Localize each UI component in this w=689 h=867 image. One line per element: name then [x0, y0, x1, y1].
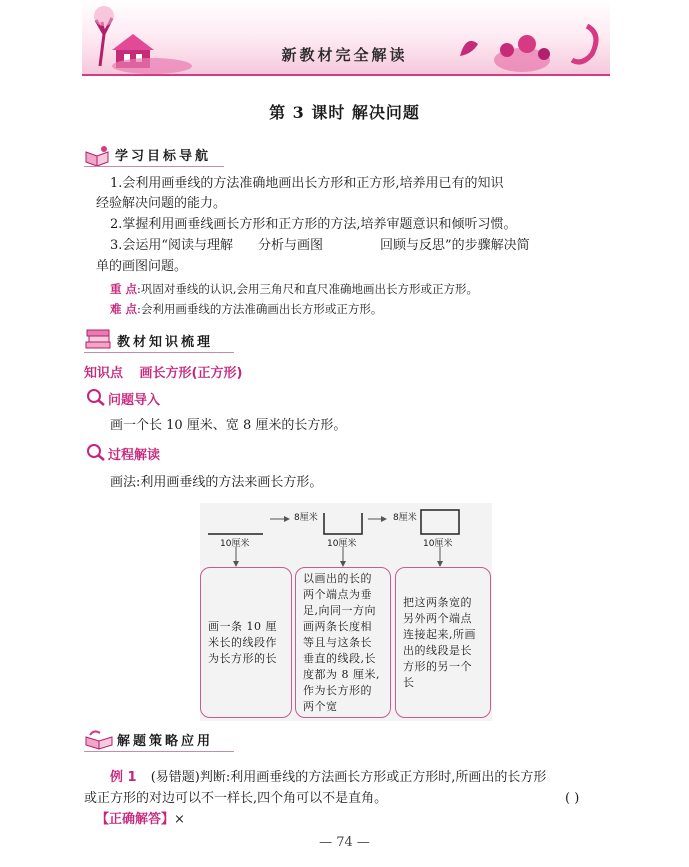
answer-line [96, 810, 185, 830]
strategy-heading: 解题策略应用 [117, 734, 214, 749]
book-icon [84, 144, 112, 168]
header-title: 新教材完全解读 [281, 46, 408, 64]
step3-text: 把这两条宽的另外两个端点连接起来,所画出的线段是长方形的另一个长 [403, 595, 476, 689]
intro-text: 画一个长 10 厘米、宽 8 厘米的长方形。 [110, 418, 347, 433]
example-tag: (易错题) [150, 770, 200, 785]
open-book-icon [84, 727, 114, 751]
goals-heading: 学习目标导航 [115, 149, 212, 164]
label-8cm-step3: 8厘米 [393, 513, 417, 523]
example-text-2: 或正方形的对边可以不一样长,四个角可以不是直角。 [84, 791, 388, 806]
header-divider [82, 74, 610, 76]
intro-heading: 问题导入 [108, 393, 161, 408]
goal-line-3: 2.掌握利用画垂线画长方形和正方形的方法,培养审题意识和倾听习惯。 [110, 217, 517, 232]
goals-underline [84, 166, 224, 167]
strategy-underline [84, 751, 234, 752]
answer-bracket: ( ) [565, 791, 580, 806]
goal-line-1: 1.会利用画垂线的方法准确地画出长方形和正方形,培养用已有的知识 [110, 176, 504, 191]
label-8cm-step2: 8厘米 [294, 513, 318, 523]
key-point [110, 280, 478, 298]
difficult-point [110, 300, 382, 318]
process-heading: 过程解读 [108, 448, 161, 463]
goal-line-4a: 3.会运用“阅读与理解 [110, 238, 234, 253]
example-line-1 [110, 768, 546, 788]
knowledge-point [84, 362, 242, 381]
key-label: 重 点 [110, 282, 138, 296]
knowledge-underline [84, 352, 234, 353]
answer-value: × [174, 812, 185, 827]
example-label: 例 1 [110, 770, 137, 785]
goal-line-4b: 分析与画图 [258, 238, 324, 253]
label-10cm-step1: 10厘米 [220, 539, 250, 549]
step3-box [395, 567, 491, 718]
books-icon [84, 328, 114, 352]
page-number: — 74 — [319, 835, 370, 850]
step2-box [295, 567, 391, 718]
knowledge-heading: 教材知识梳理 [117, 335, 214, 350]
magnifier-icon [86, 388, 106, 406]
point-label: 知识点 [84, 366, 124, 381]
answer-label: 【正确解答】 [96, 812, 175, 827]
step1-text: 画一条 10 厘米长的线段作为长方形的长 [208, 619, 277, 665]
lesson-title: 第 3 课时 解决问题 [269, 103, 420, 122]
point-title: 画长方形(正方形) [139, 366, 243, 381]
goal-line-2: 经验解决问题的能力。 [96, 196, 227, 211]
process-text: 画法:利用画垂线的方法来画长方形。 [110, 475, 323, 490]
goal-line-5: 单的画图问题。 [96, 259, 188, 274]
key-text: :巩固对垂线的认识,会用三角尺和直尺准确地画出长方形或正方形。 [137, 282, 479, 296]
step2-text: 以画出的长的两个端点为垂足,向同一方向画两条长度相等且与这条长垂直的线段,长度都为 8 厘米,作为长方形的两个宽 [303, 571, 380, 713]
step1-box [200, 567, 292, 718]
label-10cm-step3: 10厘米 [423, 539, 453, 549]
label-10cm-step2: 10厘米 [327, 539, 357, 549]
example-text-1: 判断:利用画垂线的方法画长方形或正方形时,所画出的长方形 [199, 770, 547, 785]
difficulty-label: 难 点 [110, 302, 138, 316]
difficulty-text: :会利用画垂线的方法准确画出长方形或正方形。 [137, 302, 383, 316]
magnifier-icon [86, 443, 106, 461]
goal-line-4c: 回顾与反思”的步骤解决简 [380, 238, 530, 253]
